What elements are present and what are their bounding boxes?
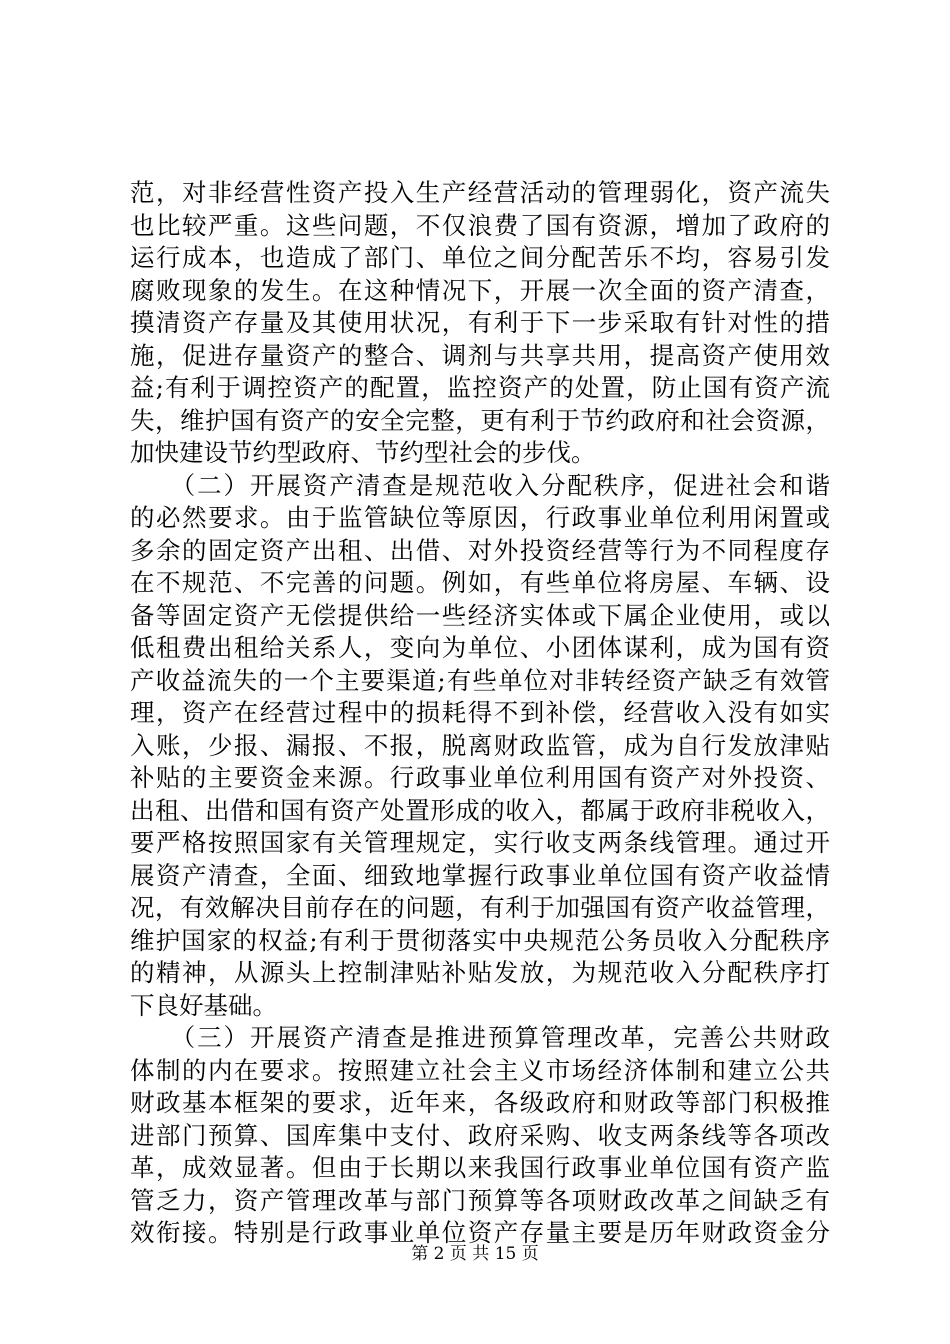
text-line: 出租、出借和国有资产处置形成的收入，都属于政府非税收入， xyxy=(130,795,830,825)
text-line: 入账，少报、漏报、不报，脱离财政监管，成为自行发放津贴 xyxy=(130,730,830,760)
text-line: 维护国家的权益;有利于贯彻落实中央规范公务员收入分配秩序 xyxy=(130,925,830,955)
text-line: 的精神，从源头上控制津贴补贴发放，为规范收入分配秩序打 xyxy=(130,958,830,987)
text-line: 进部门预算、国库集中支付、政府采购、收支两条线等各项改 xyxy=(130,1120,830,1150)
body-text xyxy=(130,177,830,1250)
text-line: （三）开展资产清查是推进预算管理改革，完善公共财政 xyxy=(130,1023,830,1052)
text-line: 备等固定资产无偿提供给一些经济实体或下属企业使用，或以 xyxy=(130,600,830,630)
text-line: 多余的固定资产出租、出借、对外投资经营等行为不同程度存 xyxy=(130,535,830,565)
text-line: 益;有利于调控资产的配置，监控资产的处置，防止国有资产流 xyxy=(130,373,830,402)
text-line: 摸清资产存量及其使用状况，有利于下一步采取有针对性的措 xyxy=(130,308,830,337)
text-line: 效衔接。特别是行政事业单位资产存量主要是历年财政资金分 xyxy=(130,1218,830,1247)
text-line: 财政基本框架的要求，近年来，各级政府和财政等部门积极推 xyxy=(130,1088,830,1117)
page-number-footer: 第 2 页 共 15 页 xyxy=(411,1244,539,1264)
text-line: 要严格按照国家有关管理规定，实行收支两条线管理。通过开 xyxy=(130,828,830,857)
text-line: 补贴的主要资金来源。行政事业单位利用国有资产对外投资、 xyxy=(130,763,830,792)
text-line: 失，维护国有资产的安全完整，更有利于节约政府和社会资源， xyxy=(130,405,830,435)
text-line: 的必然要求。由于监管缺位等原因，行政事业单位利用闲置或 xyxy=(130,503,830,532)
text-line: （二）开展资产清查是规范收入分配秩序，促进社会和谐 xyxy=(130,470,830,500)
text-line: 展资产清查，全面、细致地掌握行政事业单位国有资产收益情 xyxy=(130,860,830,890)
text-line: 加快建设节约型政府、节约型社会的步伐。 xyxy=(130,438,596,467)
text-line: 革，成效显著。但由于长期以来我国行政事业单位国有资产监 xyxy=(130,1153,830,1182)
text-line: 也比较严重。这些问题，不仅浪费了国有资源，增加了政府的 xyxy=(130,210,830,240)
text-line: 低租费出租给关系人，变向为单位、小团体谋利，成为国有资 xyxy=(130,633,830,662)
text-line: 在不规范、不完善的问题。例如，有些单位将房屋、车辆、设 xyxy=(130,568,830,597)
text-line: 理，资产在经营过程中的损耗得不到补偿，经营收入没有如实 xyxy=(130,698,830,727)
text-line: 腐败现象的发生。在这种情况下，开展一次全面的资产清查， xyxy=(130,275,830,305)
text-line: 产收益流失的一个主要渠道;有些单位对非转经资产缺乏有效管 xyxy=(130,665,830,695)
text-line: 管乏力，资产管理改革与部门预算等各项财政改革之间缺乏有 xyxy=(130,1185,830,1215)
text-line: 况，有效解决目前存在的问题，有利于加强国有资产收益管理， xyxy=(130,893,830,922)
text-line: 体制的内在要求。按照建立社会主义市场经济体制和建立公共 xyxy=(130,1055,830,1085)
text-line: 范，对非经营性资产投入生产经营活动的管理弱化，资产流失 xyxy=(130,178,830,207)
text-line: 施，促进存量资产的整合、调剂与共享共用，提高资产使用效 xyxy=(130,340,830,370)
text-line: 下良好基础。 xyxy=(130,990,277,1020)
text-line: 运行成本，也造成了部门、单位之间分配苦乐不均，容易引发 xyxy=(130,243,830,272)
